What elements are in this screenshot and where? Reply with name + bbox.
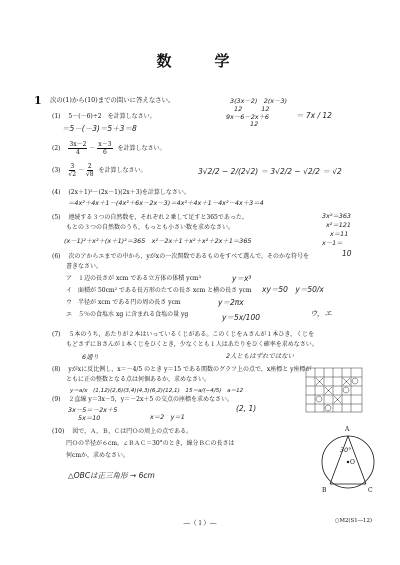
q8-grid-sketch bbox=[306, 368, 366, 414]
q6-item: イ 面積が 50cm² である長方形のたての長さ xcm と横の長さ ycm bbox=[66, 287, 252, 294]
q7-count: 6通り bbox=[82, 353, 99, 361]
q7-note: 2人ともはずれではない bbox=[226, 352, 294, 360]
q9-answer: (2, 1) bbox=[236, 404, 257, 413]
q1 bbox=[52, 113, 156, 121]
section-number: 1 bbox=[34, 94, 42, 107]
q9-text: ２直線 y＝3x－5，y＝－2x＋5 の交点の座標を求めなさい。 bbox=[68, 396, 234, 403]
q6-item: ウ 半径が xcm である円の周の長さ ycm bbox=[66, 299, 181, 306]
q1-work: ＝5－(－3)＝5＋3＝8 bbox=[62, 124, 137, 133]
q2-work-result: ＝ 7x / 12 bbox=[296, 111, 332, 120]
q6-item-work: xy＝50 y＝50/x bbox=[262, 285, 324, 294]
page-code: ○M2(S1―12) bbox=[334, 518, 372, 524]
q10-work: △OBCは正三角形 → 6cm bbox=[68, 471, 155, 480]
q7 bbox=[52, 331, 314, 339]
q3-work: 3√2/2 − 2/(2√2) ＝ 3√2/2 − √2/2 ＝ √2 bbox=[198, 167, 342, 176]
q6 bbox=[52, 253, 309, 261]
q6-item: エ ５％の食塩水 xg に含まれる食塩の量 yg bbox=[66, 311, 189, 318]
q9-label: (9) bbox=[52, 396, 61, 403]
q4-text: (2x＋1)²－(2x－1)(2x＋3)を計算しなさい。 bbox=[68, 189, 190, 196]
q6-text2: 書きなさい。 bbox=[66, 263, 103, 270]
q2-frac2: $\frac{x-3}{6}$ bbox=[98, 141, 112, 156]
q5-text1: 連続する３つの自然数を，それぞれ２乗して足すと365であった。 bbox=[68, 214, 248, 221]
q6-answer: ウ，エ bbox=[310, 309, 332, 318]
q6-text1: 次のアからエまでの中から，yがxの一次関数であるものをすべて選んで，そのかな符号を bbox=[68, 253, 309, 260]
q5-side3: x＝11 bbox=[330, 230, 349, 238]
q1-label: (1) bbox=[52, 113, 61, 120]
q3: (3) $\frac{3}{√2}$ － $\frac{2}{√8}$ を計算しなさい。 bbox=[52, 163, 147, 178]
fig-label-c: C bbox=[368, 487, 373, 494]
q9-work1: 3x－5＝－2x＋5 bbox=[68, 406, 118, 414]
q5-answer: 10 bbox=[342, 249, 352, 258]
q7-label: (7) bbox=[52, 331, 61, 338]
q9 bbox=[52, 396, 233, 404]
q6-item: ア １辺の長さが xcm である立方体の体積 ycm³ bbox=[66, 275, 202, 282]
fig-label-b: B bbox=[322, 487, 327, 494]
fig-label-a: A bbox=[345, 426, 350, 433]
q4-work: ＝4x²＋4x＋1－(4x²＋6x－2x－3)＝4x²＋4x＋1－4x²－4x＋3＝4 bbox=[68, 199, 264, 207]
page-footer: ―（１）― bbox=[183, 519, 217, 527]
q1-text: 5－(－6)÷2 を計算しなさい。 bbox=[68, 113, 156, 120]
q8 bbox=[52, 366, 312, 374]
section-instruction: 次の(1)から(10)までの問いに答えなさい。 bbox=[50, 96, 175, 104]
q8-text1: yがxに反比例し，x＝－4/5 のとき y＝15 である関数のグラフ上の点で，x座標と y座標が bbox=[68, 366, 312, 373]
q2-work-line2: 9x－6－2x＋6 bbox=[226, 113, 269, 121]
q5-side2: x²＝121 bbox=[326, 221, 351, 229]
fig-label-o: O bbox=[350, 459, 355, 466]
q2-frac1: $\frac{3x-2}{4}$ bbox=[69, 141, 87, 156]
q10-text3: 何cmか，求めなさい。 bbox=[66, 452, 130, 459]
q2-work-top: 3(3x－2) 2(x－3) bbox=[230, 97, 288, 105]
q6-item-work: y＝2πx bbox=[218, 298, 244, 307]
q2: (2) $\frac{3x-2}{4}$ － $\frac{x-3}{6}$ を計算しなさい。 bbox=[52, 141, 166, 156]
q8-text2: ともに正の整数となる点は何個あるか，求めなさい。 bbox=[66, 376, 211, 383]
q5-side1: 3x²＝363 bbox=[322, 212, 351, 220]
q2-work-den: 12 12 bbox=[234, 105, 270, 113]
q3-frac1: $\frac{3}{√2}$ bbox=[68, 163, 77, 178]
q5-work: (x－1)²＋x²＋(x＋1)²＝365 x²－2x＋1＋x²＋x²＋2x＋1＝365 bbox=[64, 237, 252, 245]
q7-text2: もどさずにＢさんが１本くじをひくとき，少なくとも１人はあたりをひく確率を求めなさい。 bbox=[66, 341, 318, 348]
q7-text1: ５本のうち，あたりが２本はいっているくじがある。このくじをＡさんが１本ひき，くじを bbox=[68, 331, 315, 338]
q8-label: (8) bbox=[52, 366, 61, 373]
q2-text: を計算しなさい。 bbox=[117, 145, 166, 152]
q9-work3: x＝2 y＝1 bbox=[150, 413, 185, 421]
q4-label: (4) bbox=[52, 189, 61, 196]
page-title: 数 学 bbox=[156, 52, 244, 70]
q9-work2: 5x＝10 bbox=[78, 414, 101, 422]
q5-label: (5) bbox=[52, 214, 61, 221]
q6-item-work: y＝x³ bbox=[232, 274, 252, 283]
q5 bbox=[52, 214, 248, 222]
q2-work-line2-den: 12 bbox=[250, 120, 259, 128]
q10 bbox=[52, 428, 192, 436]
q6-item-work: y＝5x/100 bbox=[222, 313, 260, 322]
q2-label: (2) bbox=[52, 145, 61, 152]
q6-label: (6) bbox=[52, 253, 61, 260]
q10-text2: 円Ｏの半径が６cm，∠ＢＡＣ＝30°のとき，線分ＢＣの長さは bbox=[66, 440, 235, 447]
q3-label: (3) bbox=[52, 167, 61, 174]
q10-label: (10) bbox=[52, 428, 65, 435]
q8-work: y＝a/x (1,12)(2,6)(3,4)(4,3)(6,2)(12,1) 15＝a/(−4/5) a＝12 bbox=[70, 388, 244, 394]
q5-text2: もとの３つの自然数のうち，もっとも小さい数を求めなさい。 bbox=[66, 224, 235, 231]
q10-text1: 図で，Ａ，Ｂ，Ｃは円Ｏの周上の点である。 bbox=[72, 428, 193, 435]
q4 bbox=[52, 189, 190, 197]
q3-text: を計算しなさい。 bbox=[98, 167, 147, 174]
q3-frac2: $\frac{2}{√8}$ bbox=[85, 163, 94, 178]
fig-angle: 30° bbox=[340, 446, 352, 454]
q5-side4: x－1＝ bbox=[322, 239, 343, 247]
